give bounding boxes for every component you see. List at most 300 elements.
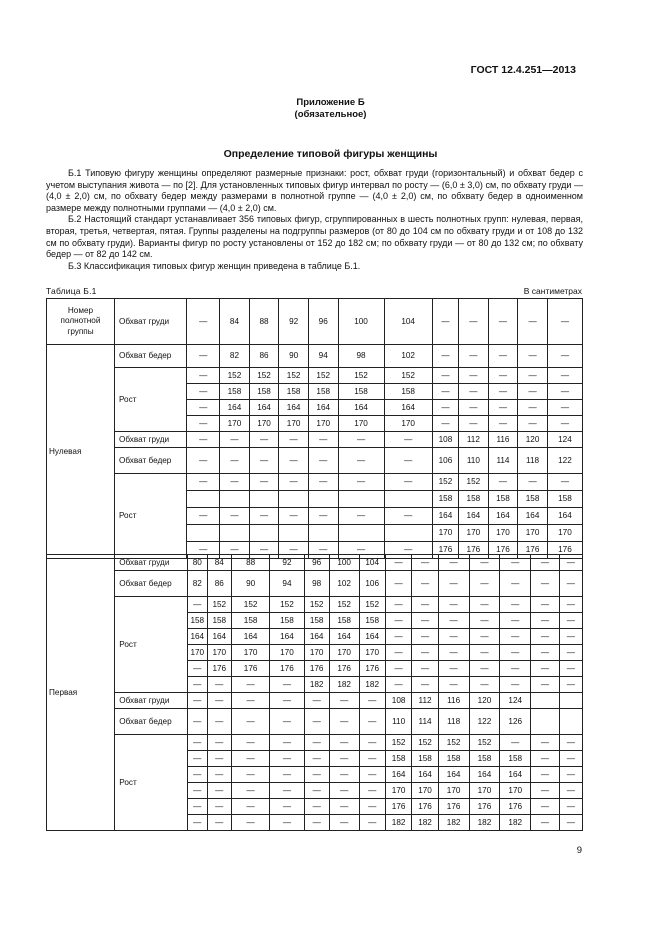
annex-title: Приложение Б: [296, 97, 365, 108]
value-cell: —: [500, 613, 531, 629]
value-cell: 182: [359, 677, 385, 693]
value-cell: —: [432, 384, 458, 400]
value-cell: —: [187, 799, 207, 815]
value-cell: —: [187, 384, 220, 400]
value-cell: 158: [469, 751, 500, 767]
value-cell: —: [231, 677, 270, 693]
value-cell: —: [279, 432, 309, 448]
value-cell: 182: [438, 815, 469, 831]
value-cell: 158: [270, 613, 304, 629]
value-cell: —: [329, 767, 359, 783]
value-cell: —: [384, 474, 432, 491]
value-cell: —: [518, 384, 548, 400]
value-cell: —: [531, 661, 560, 677]
value-cell: 158: [488, 491, 518, 508]
value-cell: 100: [329, 555, 359, 571]
value-cell: —: [231, 751, 270, 767]
value-cell: —: [559, 677, 582, 693]
value-cell: —: [338, 474, 384, 491]
value-cell: —: [249, 508, 279, 525]
value-cell: —: [270, 799, 304, 815]
value-cell: —: [249, 448, 279, 474]
value-cell: —: [438, 677, 469, 693]
value-cell: —: [469, 571, 500, 597]
value-cell: —: [338, 542, 384, 559]
value-cell: —: [488, 368, 518, 384]
value-cell: —: [531, 597, 560, 613]
value-cell: 152: [412, 735, 438, 751]
value-cell: 90: [279, 345, 309, 368]
value-cell: 96: [304, 555, 329, 571]
value-cell: —: [531, 571, 560, 597]
value-cell: —: [469, 613, 500, 629]
value-cell: —: [187, 751, 207, 767]
value-cell: 182: [329, 677, 359, 693]
value-cell: [384, 525, 432, 542]
value-cell: —: [559, 613, 582, 629]
value-cell: 122: [469, 709, 500, 735]
value-cell: —: [359, 693, 385, 709]
value-cell: —: [207, 693, 231, 709]
value-cell: —: [308, 508, 338, 525]
value-cell: [279, 491, 309, 508]
height-label: Рост: [115, 597, 188, 693]
value-cell: —: [231, 799, 270, 815]
value-cell: 152: [469, 735, 500, 751]
value-cell: —: [279, 474, 309, 491]
value-cell: —: [249, 432, 279, 448]
value-cell: 152: [384, 368, 432, 384]
value-cell: [220, 491, 250, 508]
value-cell: —: [531, 799, 560, 815]
value-cell: 152: [385, 735, 411, 751]
hips-label: Обхват бедер: [114, 345, 186, 368]
value-cell: 164: [338, 400, 384, 416]
value-cell: —: [531, 629, 560, 645]
value-cell: 108: [385, 693, 411, 709]
value-cell: 170: [304, 645, 329, 661]
value-cell: [249, 491, 279, 508]
value-cell: 120: [518, 432, 548, 448]
value-cell: 152: [207, 597, 231, 613]
value-cell: —: [231, 693, 270, 709]
value-cell: 164: [488, 508, 518, 525]
value-cell: 164: [308, 400, 338, 416]
value-cell: 176: [500, 799, 531, 815]
value-cell: 104: [384, 299, 432, 345]
value-cell: 82: [187, 571, 207, 597]
value-cell: —: [500, 677, 531, 693]
value-cell: —: [187, 400, 220, 416]
table-units: В сантиметрах: [523, 286, 582, 296]
value-cell: —: [559, 783, 582, 799]
value-cell: —: [187, 597, 207, 613]
height-label: Рост: [114, 474, 186, 559]
value-cell: —: [412, 571, 438, 597]
value-cell: 164: [385, 767, 411, 783]
value-cell: 164: [231, 629, 270, 645]
annex-heading: [0, 97, 661, 121]
value-cell: 108: [432, 432, 458, 448]
value-cell: —: [308, 448, 338, 474]
value-cell: —: [488, 416, 518, 432]
value-cell: —: [304, 751, 329, 767]
value-cell: —: [518, 368, 548, 384]
value-cell: 102: [384, 345, 432, 368]
value-cell: —: [531, 783, 560, 799]
value-cell: —: [304, 783, 329, 799]
value-cell: 158: [329, 613, 359, 629]
value-cell: 88: [249, 299, 279, 345]
value-cell: 158: [231, 613, 270, 629]
value-cell: —: [308, 474, 338, 491]
value-cell: 164: [304, 629, 329, 645]
value-cell: —: [559, 645, 582, 661]
table-row: [47, 432, 583, 448]
value-cell: —: [384, 542, 432, 559]
value-cell: 176: [329, 661, 359, 677]
section-title: Определение типовой фигуры женщины: [223, 148, 438, 160]
value-cell: —: [547, 400, 582, 416]
value-cell: —: [249, 542, 279, 559]
value-cell: 182: [469, 815, 500, 831]
value-cell: —: [469, 661, 500, 677]
value-cell: —: [270, 815, 304, 831]
value-cell: 158: [384, 384, 432, 400]
value-cell: 118: [438, 709, 469, 735]
value-cell: —: [518, 345, 548, 368]
value-cell: 158: [304, 613, 329, 629]
hips-label: Обхват бедер: [115, 571, 188, 597]
value-cell: 106: [432, 448, 458, 474]
value-cell: —: [488, 474, 518, 491]
value-cell: —: [187, 815, 207, 831]
value-cell: —: [187, 735, 207, 751]
value-cell: 182: [412, 815, 438, 831]
value-cell: —: [412, 677, 438, 693]
value-cell: 158: [459, 491, 489, 508]
value-cell: —: [438, 571, 469, 597]
value-cell: —: [270, 709, 304, 735]
value-cell: 82: [220, 345, 250, 368]
value-cell: —: [500, 597, 531, 613]
value-cell: —: [270, 783, 304, 799]
value-cell: —: [412, 645, 438, 661]
table-group-first: [46, 554, 583, 831]
value-cell: —: [385, 677, 411, 693]
value-cell: —: [187, 474, 220, 491]
value-cell: —: [459, 384, 489, 400]
value-cell: 170: [384, 416, 432, 432]
value-cell: 106: [359, 571, 385, 597]
value-cell: 152: [308, 368, 338, 384]
value-cell: —: [187, 693, 207, 709]
value-cell: —: [187, 677, 207, 693]
value-cell: [220, 525, 250, 542]
value-cell: —: [207, 783, 231, 799]
value-cell: —: [308, 542, 338, 559]
value-cell: —: [432, 345, 458, 368]
value-cell: 88: [231, 555, 270, 571]
value-cell: 158: [412, 751, 438, 767]
value-cell: 116: [438, 693, 469, 709]
value-cell: 170: [279, 416, 309, 432]
value-cell: —: [220, 542, 250, 559]
value-cell: —: [304, 735, 329, 751]
value-cell: —: [500, 555, 531, 571]
value-cell: —: [531, 751, 560, 767]
table-row: [47, 693, 583, 709]
value-cell: —: [304, 767, 329, 783]
value-cell: 158: [220, 384, 250, 400]
value-cell: —: [559, 555, 582, 571]
value-cell: —: [359, 709, 385, 735]
value-cell: —: [187, 448, 220, 474]
value-cell: —: [231, 783, 270, 799]
height-label: Рост: [115, 735, 188, 831]
value-cell: 94: [308, 345, 338, 368]
value-cell: —: [329, 693, 359, 709]
value-cell: 164: [432, 508, 458, 525]
value-cell: —: [329, 783, 359, 799]
value-cell: —: [469, 645, 500, 661]
value-cell: —: [384, 508, 432, 525]
value-cell: [308, 491, 338, 508]
value-cell: 158: [279, 384, 309, 400]
value-cell: 152: [359, 597, 385, 613]
value-cell: —: [385, 571, 411, 597]
value-cell: 176: [518, 542, 548, 559]
value-cell: —: [547, 345, 582, 368]
value-cell: 182: [500, 815, 531, 831]
value-cell: [531, 693, 560, 709]
value-cell: 176: [459, 542, 489, 559]
value-cell: —: [359, 735, 385, 751]
paragraph-b3: Б.3 Классификация типовых фигур женщин приведена в таблице Б.1.: [68, 260, 361, 271]
value-cell: —: [304, 799, 329, 815]
value-cell: 170: [469, 783, 500, 799]
value-cell: 114: [488, 448, 518, 474]
value-cell: [338, 491, 384, 508]
value-cell: 152: [249, 368, 279, 384]
value-cell: —: [304, 815, 329, 831]
value-cell: 176: [432, 542, 458, 559]
value-cell: —: [547, 299, 582, 345]
value-cell: —: [547, 416, 582, 432]
hips-label: Обхват бедер: [115, 709, 188, 735]
value-cell: —: [187, 661, 207, 677]
value-cell: —: [547, 384, 582, 400]
value-cell: 182: [385, 815, 411, 831]
value-cell: [279, 525, 309, 542]
table-row: [47, 448, 583, 474]
value-cell: 164: [220, 400, 250, 416]
value-cell: 170: [459, 525, 489, 542]
value-cell: —: [469, 555, 500, 571]
value-cell: 158: [385, 751, 411, 767]
value-cell: 170: [338, 416, 384, 432]
value-cell: 170: [270, 645, 304, 661]
group-zero-label: Нулевая: [47, 345, 115, 559]
value-cell: 114: [412, 709, 438, 735]
value-cell: 170: [308, 416, 338, 432]
value-cell: —: [207, 767, 231, 783]
value-cell: —: [385, 597, 411, 613]
value-cell: 170: [220, 416, 250, 432]
value-cell: —: [308, 432, 338, 448]
value-cell: —: [459, 345, 489, 368]
value-cell: 164: [359, 629, 385, 645]
value-cell: —: [432, 299, 458, 345]
value-cell: 176: [438, 799, 469, 815]
value-cell: 170: [359, 645, 385, 661]
value-cell: 86: [207, 571, 231, 597]
value-cell: —: [559, 735, 582, 751]
value-cell: 98: [338, 345, 384, 368]
value-cell: 152: [279, 368, 309, 384]
value-cell: —: [220, 508, 250, 525]
value-cell: [187, 491, 220, 508]
value-cell: 170: [500, 783, 531, 799]
value-cell: —: [220, 432, 250, 448]
value-cell: 164: [412, 767, 438, 783]
value-cell: 176: [488, 542, 518, 559]
value-cell: —: [531, 677, 560, 693]
value-cell: 164: [384, 400, 432, 416]
value-cell: 164: [500, 767, 531, 783]
value-cell: 176: [304, 661, 329, 677]
value-cell: —: [438, 555, 469, 571]
value-cell: 122: [547, 448, 582, 474]
annex-status: (обязательное): [294, 109, 367, 120]
value-cell: 80: [187, 555, 207, 571]
table-caption: Таблица Б.1: [46, 286, 97, 296]
value-cell: —: [329, 815, 359, 831]
value-cell: —: [231, 709, 270, 735]
value-cell: 170: [518, 525, 548, 542]
value-cell: —: [547, 474, 582, 491]
value-cell: [531, 709, 560, 735]
value-cell: —: [531, 767, 560, 783]
value-cell: —: [559, 751, 582, 767]
value-cell: 158: [187, 613, 207, 629]
value-cell: 152: [338, 368, 384, 384]
value-cell: 164: [518, 508, 548, 525]
value-cell: —: [359, 783, 385, 799]
value-cell: 102: [329, 571, 359, 597]
value-cell: —: [359, 815, 385, 831]
value-cell: —: [270, 735, 304, 751]
value-cell: 158: [249, 384, 279, 400]
value-cell: 158: [518, 491, 548, 508]
value-cell: —: [488, 299, 518, 345]
value-cell: 170: [231, 645, 270, 661]
value-cell: 176: [385, 799, 411, 815]
value-cell: —: [187, 416, 220, 432]
value-cell: 152: [231, 597, 270, 613]
value-cell: 152: [459, 474, 489, 491]
value-cell: 126: [500, 709, 531, 735]
value-cell: —: [385, 645, 411, 661]
value-cell: —: [329, 799, 359, 815]
value-cell: —: [270, 751, 304, 767]
value-cell: —: [559, 815, 582, 831]
value-cell: 158: [338, 384, 384, 400]
value-cell: —: [359, 799, 385, 815]
value-cell: 158: [432, 491, 458, 508]
value-cell: 110: [385, 709, 411, 735]
chest-label: Обхват груди: [115, 693, 188, 709]
value-cell: —: [518, 416, 548, 432]
value-cell: —: [279, 448, 309, 474]
value-cell: —: [531, 645, 560, 661]
value-cell: —: [187, 783, 207, 799]
value-cell: —: [249, 474, 279, 491]
value-cell: —: [412, 661, 438, 677]
table-row: [47, 368, 583, 384]
value-cell: 92: [279, 299, 309, 345]
value-cell: —: [459, 416, 489, 432]
value-cell: —: [438, 629, 469, 645]
value-cell: [187, 525, 220, 542]
value-cell: —: [187, 299, 220, 345]
value-cell: 164: [547, 508, 582, 525]
value-cell: —: [329, 709, 359, 735]
value-cell: —: [531, 735, 560, 751]
value-cell: 170: [385, 783, 411, 799]
value-cell: —: [385, 613, 411, 629]
value-cell: 152: [270, 597, 304, 613]
value-cell: 158: [308, 384, 338, 400]
value-cell: —: [187, 508, 220, 525]
value-cell: 170: [412, 783, 438, 799]
value-cell: [559, 693, 582, 709]
table-row: [47, 474, 583, 491]
value-cell: 170: [488, 525, 518, 542]
value-cell: 164: [249, 400, 279, 416]
value-cell: —: [438, 613, 469, 629]
value-cell: 170: [547, 525, 582, 542]
value-cell: 152: [438, 735, 469, 751]
value-cell: —: [438, 645, 469, 661]
value-cell: 158: [359, 613, 385, 629]
value-cell: —: [559, 597, 582, 613]
value-cell: —: [207, 799, 231, 815]
value-cell: 84: [207, 555, 231, 571]
value-cell: —: [207, 709, 231, 735]
value-cell: —: [384, 448, 432, 474]
value-cell: 118: [518, 448, 548, 474]
value-cell: —: [518, 474, 548, 491]
value-cell: 158: [438, 751, 469, 767]
value-cell: —: [459, 400, 489, 416]
value-cell: 164: [459, 508, 489, 525]
standard-number: ГОСТ 12.4.251—2013: [470, 64, 576, 76]
value-cell: —: [500, 735, 531, 751]
value-cell: —: [438, 597, 469, 613]
value-cell: 164: [207, 629, 231, 645]
table-row: [47, 555, 583, 571]
value-cell: —: [488, 400, 518, 416]
chest-label: Обхват груди: [114, 299, 186, 345]
value-cell: 170: [187, 645, 207, 661]
value-cell: 164: [329, 629, 359, 645]
value-cell: 176: [469, 799, 500, 815]
value-cell: —: [547, 368, 582, 384]
value-cell: 104: [359, 555, 385, 571]
value-cell: —: [231, 735, 270, 751]
value-cell: —: [469, 629, 500, 645]
